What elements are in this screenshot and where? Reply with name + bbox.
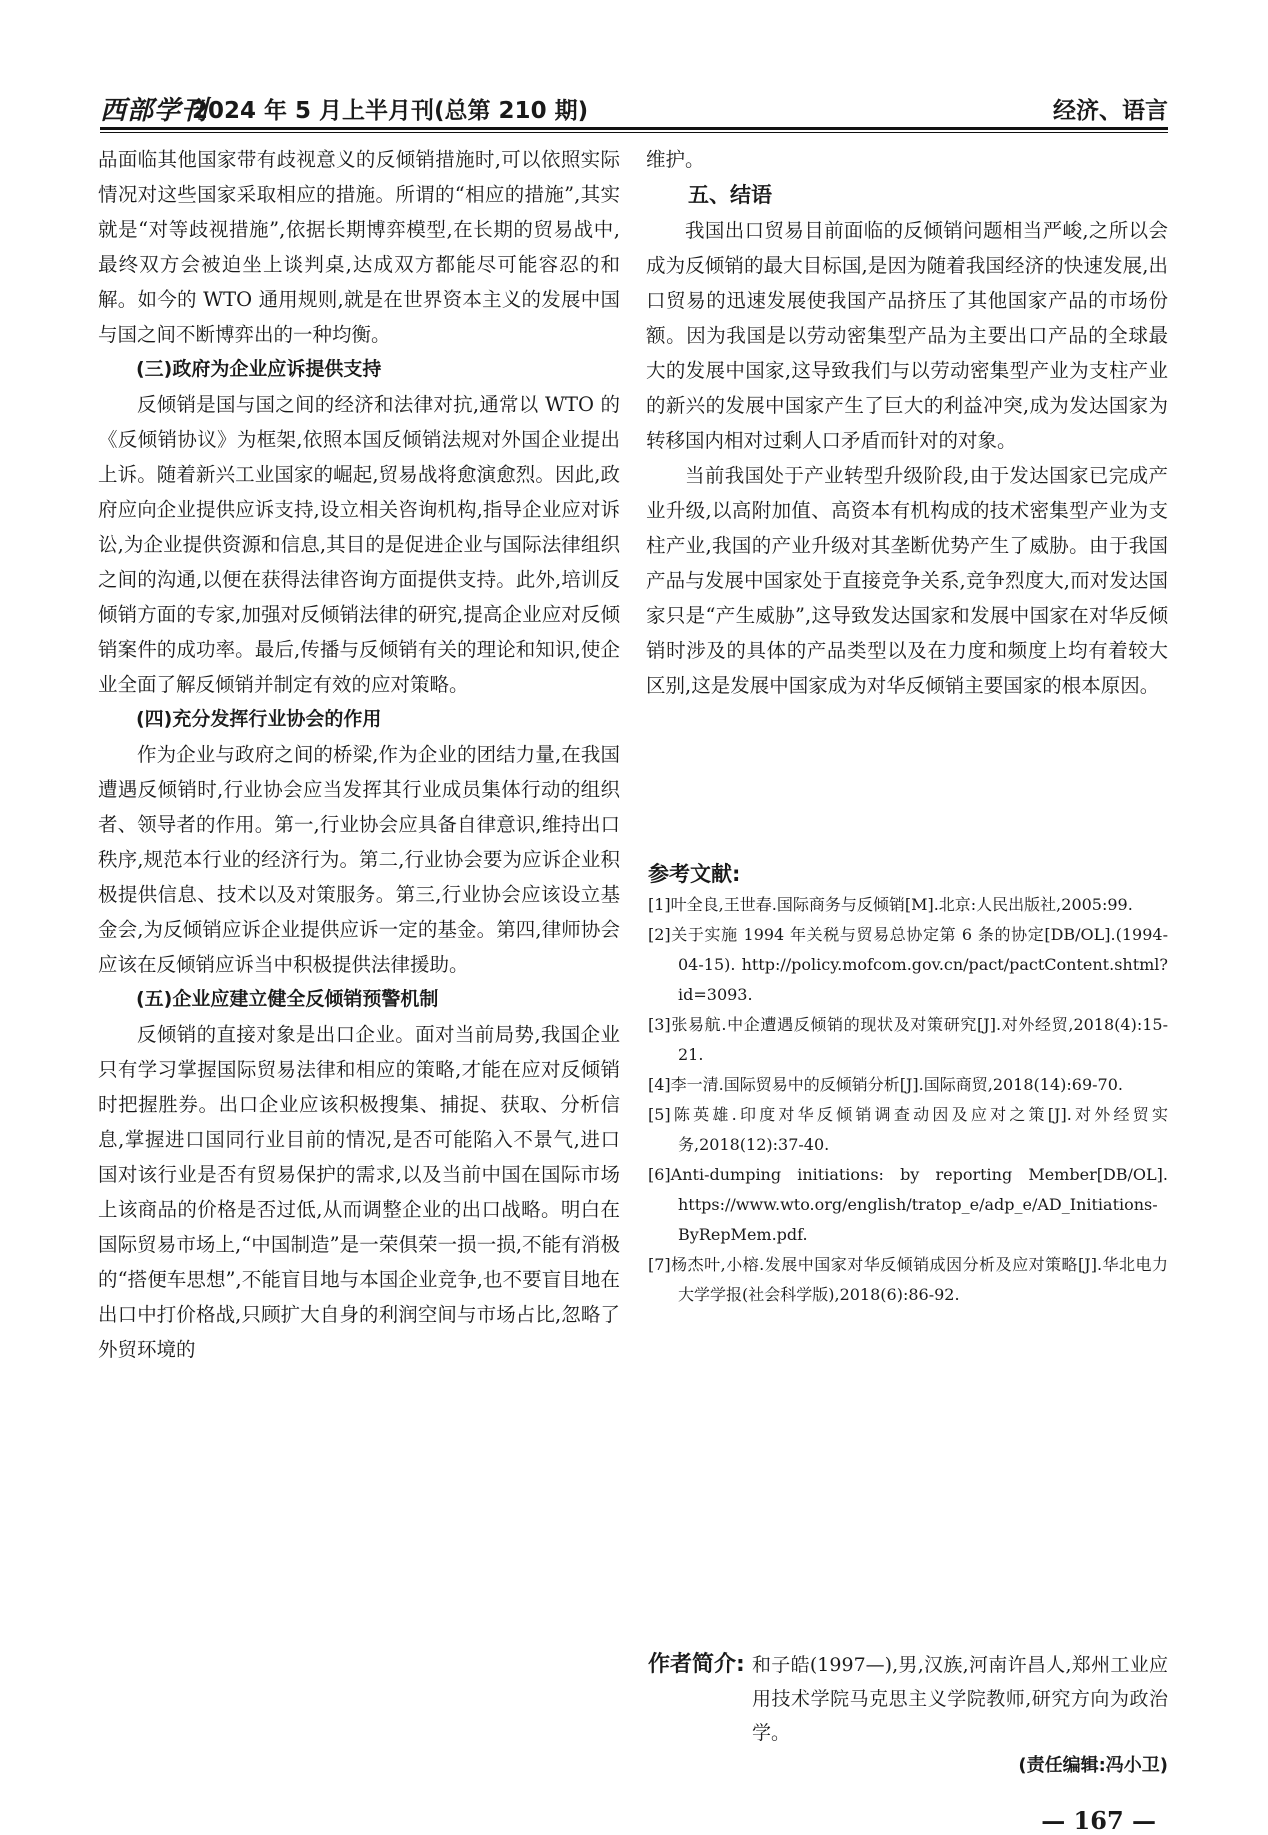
subheading: (五)企业应建立健全反倾销预警机制 <box>136 988 439 1010</box>
subheading: (三)政府为企业应诉提供支持 <box>136 358 382 380</box>
reference-item: [4]李一清.国际贸易中的反倾销分析[J].国际商贸,2018(14):69-70. <box>648 1075 1123 1094</box>
journal-logo: 西部学刊 <box>100 96 209 126</box>
paragraph: 反倾销是国与国之间的经济和法律对抗,通常以 WTO 的《反倾销协议》为框架,依照本国反倾销法规对外国企业提出上诉。随着新兴工业国家的崛起,贸易战将愈演愈烈。因此,政府应向企业提供应诉支持,设立相关咨询机构,指导企业应对诉讼,为企业提供资源和信息,其目的是促进企业与国际法律组织之间的沟通,以便在获得法律咨询方面提供支持。此外,培训反倾销方面的专家,加强对反倾销法律的研究,提高企业应对反倾销案件的成功率。最后,传播与反倾销有关的理论和知识,使企业全面了解反倾销并制定有效的应对策略。 <box>98 393 620 696</box>
right-column <box>646 142 1168 703</box>
subheading: (四)充分发挥行业协会的作用 <box>136 708 382 730</box>
left-column <box>98 142 620 1367</box>
author-bio-label: 作者简介: <box>648 1652 745 1677</box>
paragraph: 我国出口贸易目前面临的反倾销问题相当严峻,之所以会成为反倾销的最大目标国,是因为随着我国经济的快速发展,出口贸易的迅速发展使我国产品挤压了其他国家产品的市场份额。因为我国是以劳动密集型产品为主要出口产品的全球最大的发展中国家,这导致我们与以劳动密集型产业为支柱产业的新兴的发展中国家产生了巨大的利益冲突,成为发达国家为转移国内相对过剩人口矛盾而针对的对象。 <box>646 219 1168 452</box>
paragraph: 作为企业与政府之间的桥梁,作为企业的团结力量,在我国遭遇反倾销时,行业协会应当发挥其行业成员集体行动的组织者、领导者的作用。第一,行业协会应具备自律意识,维持出口秩序,规范本行业的经济行为。第二,行业协会要为应诉企业积极提供信息、技术以及对策服务。第三,行业协会应该设立基金会,为反倾销应诉企业提供应诉一定的基金。第四,律师协会应该在反倾销应诉当中积极提供法律援助。 <box>98 743 620 976</box>
author-bio-text: 和子皓(1997—),男,汉族,河南许昌人,郑州工业应用技术学院马克思主义学院教师,研究方向为政治学。 <box>752 1654 1168 1744</box>
section-heading: 五、结语 <box>688 183 772 207</box>
reference-item: [3]张易航.中企遭遇反倾销的现状及对策研究[J].对外经贸,2018(4):15-21. <box>648 1015 1168 1064</box>
paragraph: 反倾销的直接对象是出口企业。面对当前局势,我国企业只有学习掌握国际贸易法律和相应的策略,才能在应对反倾销时把握胜券。出口企业应该积极搜集、捕捉、获取、分析信息,掌握进口国同行业目前的情况,是否可能陷入不景气,进口国对该行业是否有贸易保护的需求,以及当前中国在国际市场上该商品的价格是否过低,从而调整企业的出口战略。明白在国际贸易市场上,“中国制造”是一荣俱荣一损一损,不能有消极的“搭便车思想”,不能盲目地与本国企业竞争,也不要盲目地在出口中打价格战,只顾扩大自身的利润空间与市场占比,忽略了外贸环境的 <box>98 1023 620 1361</box>
paragraph: 品面临其他国家带有歧视意义的反倾销措施时,可以依照实际情况对这些国家采取相应的措施。所谓的“相应的措施”,其实就是“对等歧视措施”,依据长期博弈模型,在长期的贸易战中,最终双方会被迫坐上谈判桌,达成双方都能尽可能容忍的和解。如今的 WTO 通用规则,就是在世界资本主义的发展中国与国之间不断博弈出的一种均衡。 <box>98 148 620 346</box>
responsible-editor: (责任编辑:冯小卫) <box>1018 1755 1168 1776</box>
issue-info: 2024 年 5 月上半月刊(总第 210 期) <box>192 98 589 124</box>
reference-item: [2]关于实施 1994 年关税与贸易总协定第 6 条的协定[DB/OL].(1994-04-15). http://policy.mofcom.gov.cn/pact/pactContent.shtml? id=3093. <box>648 925 1168 1004</box>
reference-item: [7]杨杰叶,小榕.发展中国家对华反倾销成因分析及应对策略[J].华北电力大学学报(社会科学版),2018(6):86-92. <box>648 1255 1168 1304</box>
paragraph: 当前我国处于产业转型升级阶段,由于发达国家已完成产业升级,以高附加值、高资本有机构成的技术密集型产业为支柱产业,我国的产业升级对其垄断优势产生了威胁。由于我国产品与发展中国家处于直接竞争关系,竞争烈度大,而对发达国家只是“产生威胁”,这导致发达国家和发展中国家在对华反倾销时涉及的具体的产品类型以及在力度和频度上均有着较大区别,这是发展中国家成为对华反倾销主要国家的根本原因。 <box>646 464 1168 697</box>
reference-item: [1]叶全良,王世春.国际商务与反倾销[M].北京:人民出版社,2005:99. <box>648 895 1133 914</box>
references-title: 参考文献: <box>648 862 741 886</box>
header-rule-thin <box>100 132 1168 133</box>
paragraph: 维护。 <box>646 148 705 171</box>
reference-item: [6]Anti-dumping initiations: by reporting Member[DB/OL]. https://www.wto.org/english/tratop_e/adp_e/AD_Initiations-ByRepMem.pdf. <box>648 1165 1168 1244</box>
section-name: 经济、语言 <box>1053 98 1168 124</box>
references-list <box>648 890 1168 1310</box>
header-rule <box>100 127 1168 130</box>
author-bio <box>648 1648 1168 1750</box>
reference-item: [5]陈英雄.印度对华反倾销调查动因及应对之策[J].对外经贸实务,2018(12):37-40. <box>648 1105 1168 1154</box>
page-header <box>100 84 1168 130</box>
page-number: — 167 — <box>1041 1806 1156 1835</box>
